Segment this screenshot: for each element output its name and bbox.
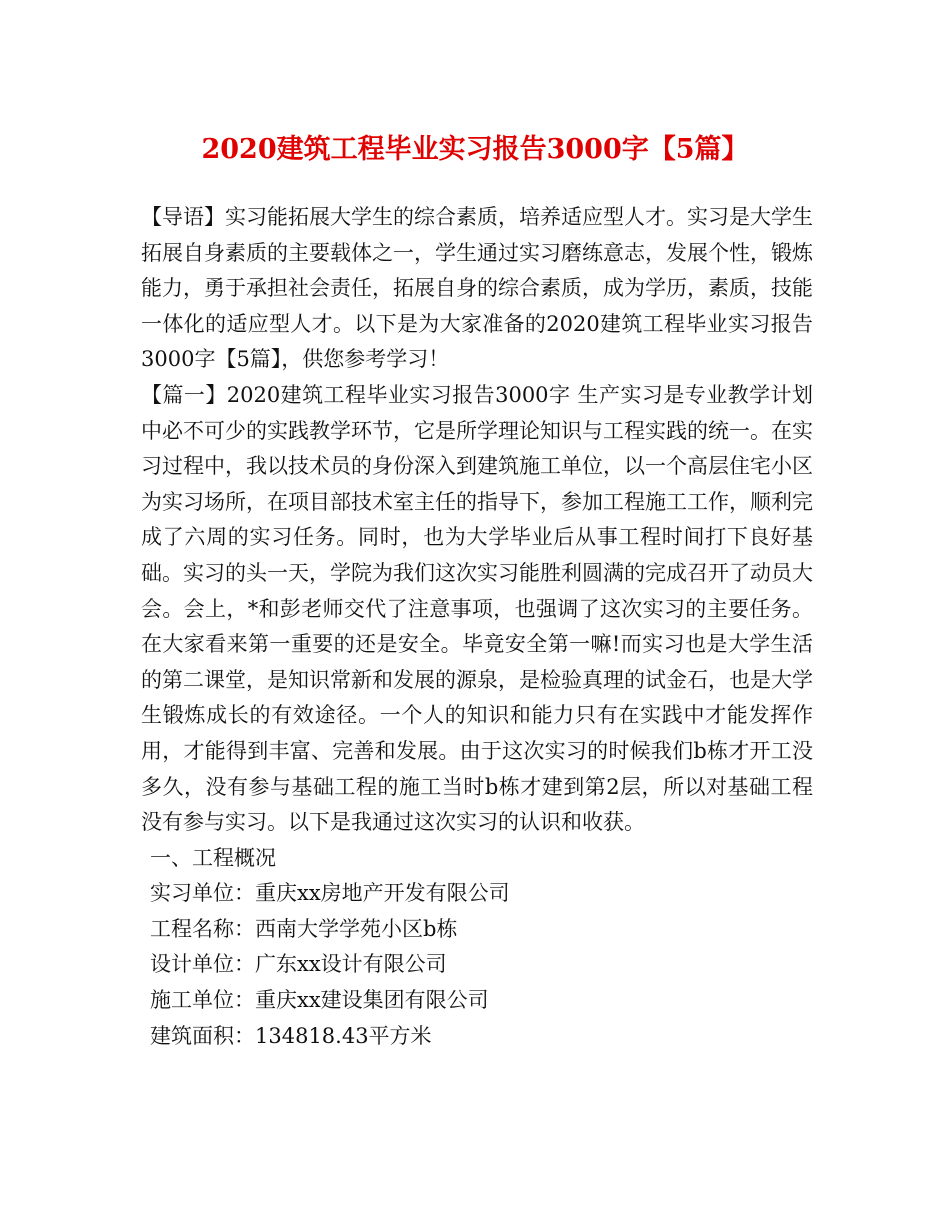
intro-paragraph: 【导语】实习能拓展大学生的综合素质，培养适应型人才。实习是大学生拓展自身素质的主要载体之一，学生通过实习磨练意志，发展个性，锻炼能力，勇于承担社会责任，拓展自身的综合素质，成为学历，素质，技能一体化的适应型人才。以下是为大家准备的2020建筑工程毕业实习报告3000字【5篇】，供您参考学习！ — [141, 205, 813, 372]
section-heading: 一、工程概况 — [150, 845, 276, 870]
project-info-item: 设计单位：广东xx设计有限公司 — [150, 952, 447, 977]
project-info-item: 工程名称：西南大学学苑小区b栋 — [150, 916, 458, 941]
project-info-item: 建筑面积：134818.43平方米 — [150, 1023, 432, 1048]
document-body — [141, 200, 813, 1054]
project-info-item: 实习单位：重庆xx房地产开发有限公司 — [150, 881, 510, 906]
part-one-paragraph: 【篇一】2020建筑工程毕业实习报告3000字 生产实习是专业教学计划中必不可少的实践教学环节，它是所学理论知识与工程实践的统一。在实习过程中，我以技术员的身份深入到建筑施工单位，以一个高层住宅小区为实习场所，在项目部技术室主任的指导下，参加工程施工工作，顺利完成了六周的实习任务。同时，也为大学毕业后从事工程时间打下良好基础。实习的头一天，学院为我们这次实习能胜利圆满的完成召开了动员大会。会上，*和彭老师交代了注意事项，也强调了这次实习的主要任务。在大家看来第一重要的还是安全。毕竟安全第一嘛!而实习也是大学生活的第二课堂，是知识常新和发展的源泉，是检验真理的试金石，也是大学生锻炼成长的有效途径。一个人的知识和能力只有在实践中才能发挥作用，才能得到丰富、完善和发展。由于这次实习的时候我们b栋才开工没多久，没有参与基础工程的施工当时b栋才建到第2层，所以对基础工程没有参与实习。以下是我通过这次实习的认识和收获。 — [141, 382, 813, 835]
document-title: 2020建筑工程毕业实习报告3000字【5篇】 — [201, 134, 749, 165]
project-info-item: 施工单位：重庆xx建设集团有限公司 — [150, 988, 489, 1013]
